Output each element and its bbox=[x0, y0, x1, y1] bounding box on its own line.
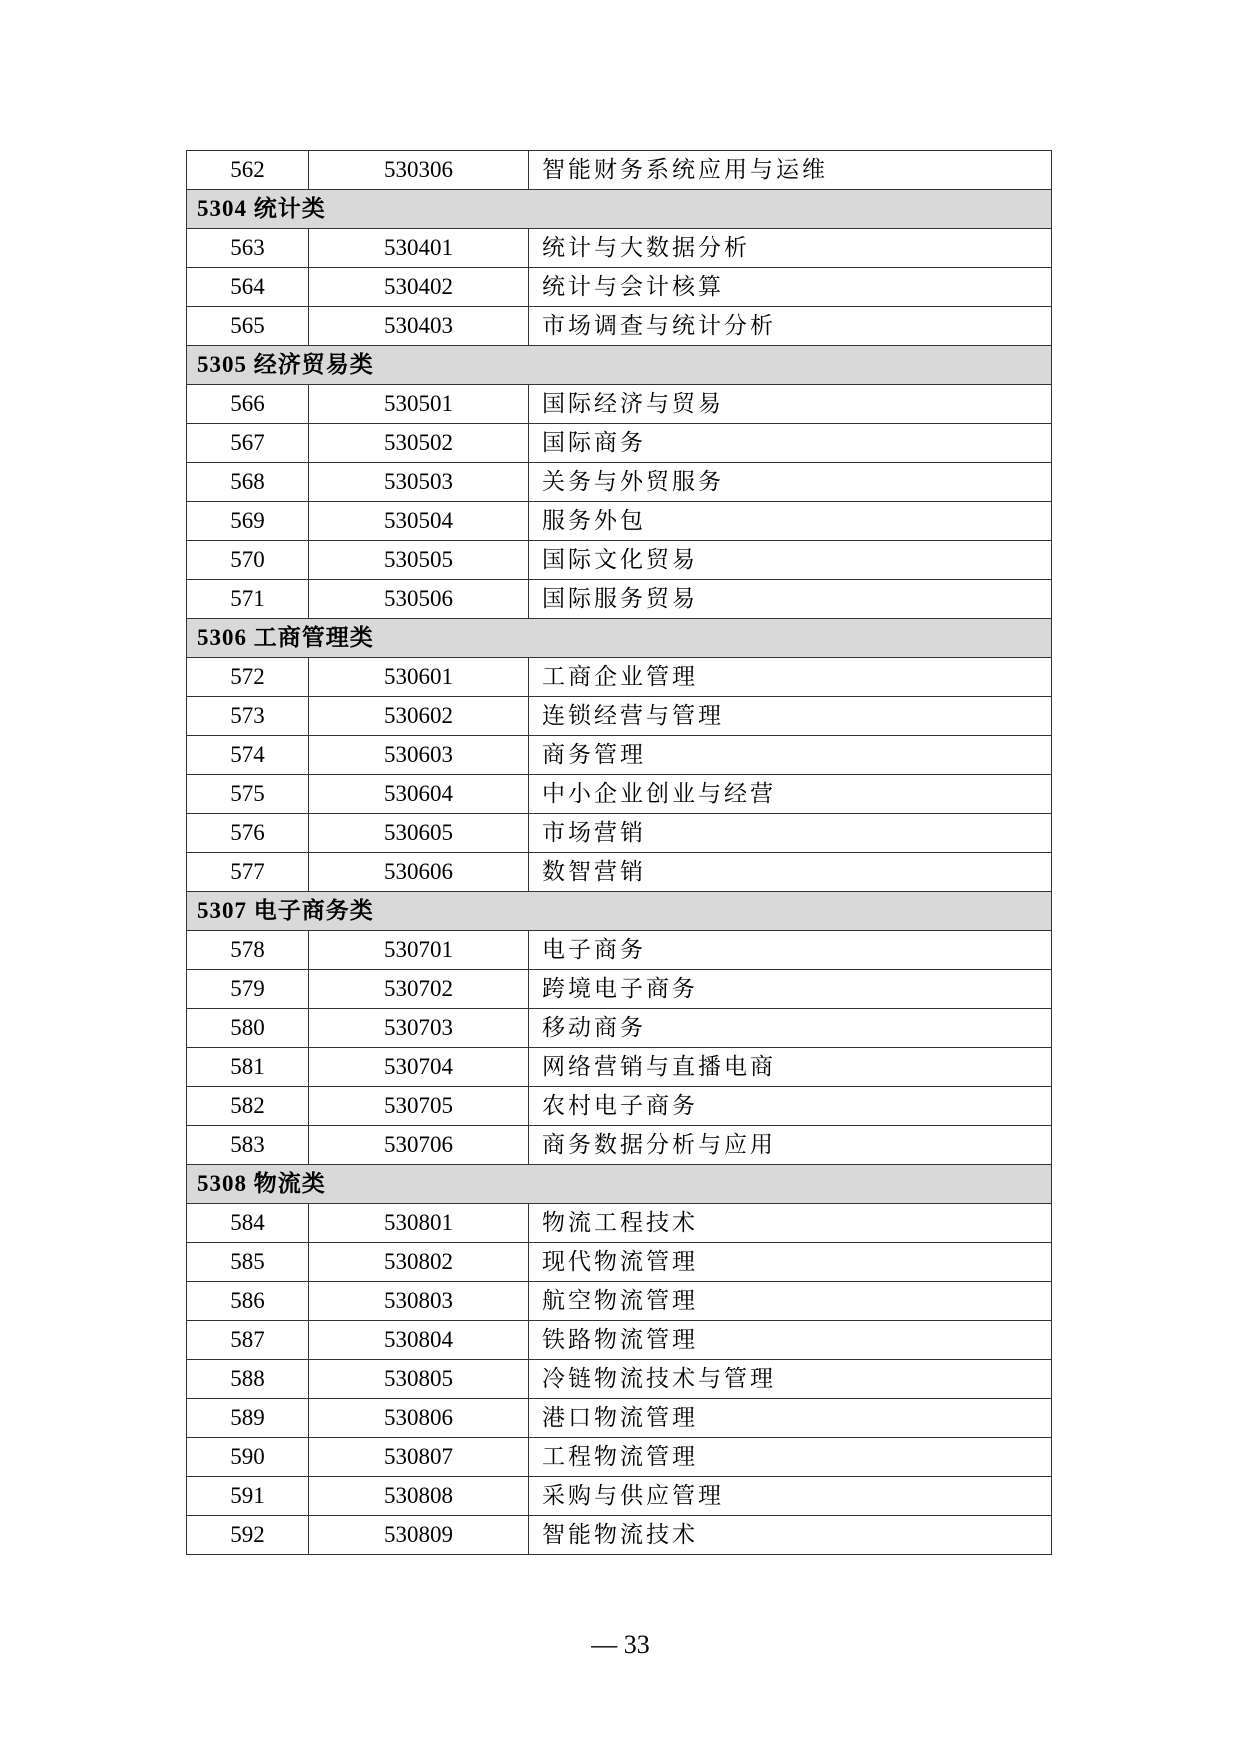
table-row bbox=[187, 970, 1052, 1009]
seq-cell: 592 bbox=[187, 1516, 309, 1555]
table-row bbox=[187, 1477, 1052, 1516]
major-catalog-body bbox=[187, 151, 1052, 1555]
seq-cell: 585 bbox=[187, 1243, 309, 1282]
name-cell: 工程物流管理 bbox=[529, 1438, 1052, 1477]
name-cell: 国际服务贸易 bbox=[529, 580, 1052, 619]
seq-cell: 582 bbox=[187, 1087, 309, 1126]
table-row bbox=[187, 463, 1052, 502]
table-row bbox=[187, 1048, 1052, 1087]
category-label: 5304 统计类 bbox=[187, 190, 1052, 229]
table-row bbox=[187, 1282, 1052, 1321]
name-cell: 商务管理 bbox=[529, 736, 1052, 775]
table-row bbox=[187, 424, 1052, 463]
code-cell: 530704 bbox=[309, 1048, 529, 1087]
table-row bbox=[187, 931, 1052, 970]
table-row bbox=[187, 736, 1052, 775]
table-row bbox=[187, 1243, 1052, 1282]
seq-cell: 572 bbox=[187, 658, 309, 697]
name-cell: 电子商务 bbox=[529, 931, 1052, 970]
seq-cell: 575 bbox=[187, 775, 309, 814]
name-cell: 采购与供应管理 bbox=[529, 1477, 1052, 1516]
code-cell: 530706 bbox=[309, 1126, 529, 1165]
code-cell: 530604 bbox=[309, 775, 529, 814]
code-cell: 530602 bbox=[309, 697, 529, 736]
name-cell: 航空物流管理 bbox=[529, 1282, 1052, 1321]
name-cell: 关务与外贸服务 bbox=[529, 463, 1052, 502]
code-cell: 530804 bbox=[309, 1321, 529, 1360]
table-row bbox=[187, 1204, 1052, 1243]
name-cell: 统计与大数据分析 bbox=[529, 229, 1052, 268]
category-row bbox=[187, 1165, 1052, 1204]
table-row bbox=[187, 1438, 1052, 1477]
table-row bbox=[187, 1399, 1052, 1438]
table-row bbox=[187, 1516, 1052, 1555]
code-cell: 530802 bbox=[309, 1243, 529, 1282]
seq-cell: 568 bbox=[187, 463, 309, 502]
code-cell: 530703 bbox=[309, 1009, 529, 1048]
code-cell: 530701 bbox=[309, 931, 529, 970]
seq-cell: 566 bbox=[187, 385, 309, 424]
seq-cell: 567 bbox=[187, 424, 309, 463]
table-row bbox=[187, 1360, 1052, 1399]
category-row bbox=[187, 619, 1052, 658]
name-cell: 铁路物流管理 bbox=[529, 1321, 1052, 1360]
page-number: — 33 bbox=[591, 1630, 650, 1659]
category-row bbox=[187, 190, 1052, 229]
seq-cell: 571 bbox=[187, 580, 309, 619]
table-row bbox=[187, 853, 1052, 892]
name-cell: 工商企业管理 bbox=[529, 658, 1052, 697]
name-cell: 中小企业创业与经营 bbox=[529, 775, 1052, 814]
code-cell: 530501 bbox=[309, 385, 529, 424]
major-catalog-table bbox=[186, 150, 1052, 1555]
code-cell: 530401 bbox=[309, 229, 529, 268]
category-row bbox=[187, 892, 1052, 931]
category-label: 5305 经济贸易类 bbox=[187, 346, 1052, 385]
table-row bbox=[187, 1009, 1052, 1048]
seq-cell: 586 bbox=[187, 1282, 309, 1321]
name-cell: 国际商务 bbox=[529, 424, 1052, 463]
name-cell: 国际文化贸易 bbox=[529, 541, 1052, 580]
seq-cell: 591 bbox=[187, 1477, 309, 1516]
seq-cell: 580 bbox=[187, 1009, 309, 1048]
category-row bbox=[187, 346, 1052, 385]
seq-cell: 563 bbox=[187, 229, 309, 268]
table-row bbox=[187, 1321, 1052, 1360]
code-cell: 530306 bbox=[309, 151, 529, 190]
table-row bbox=[187, 658, 1052, 697]
name-cell: 服务外包 bbox=[529, 502, 1052, 541]
code-cell: 530801 bbox=[309, 1204, 529, 1243]
code-cell: 530805 bbox=[309, 1360, 529, 1399]
table-row bbox=[187, 1126, 1052, 1165]
name-cell: 商务数据分析与应用 bbox=[529, 1126, 1052, 1165]
code-cell: 530502 bbox=[309, 424, 529, 463]
seq-cell: 565 bbox=[187, 307, 309, 346]
table-row bbox=[187, 1087, 1052, 1126]
code-cell: 530601 bbox=[309, 658, 529, 697]
name-cell: 市场营销 bbox=[529, 814, 1052, 853]
code-cell: 530505 bbox=[309, 541, 529, 580]
code-cell: 530705 bbox=[309, 1087, 529, 1126]
seq-cell: 578 bbox=[187, 931, 309, 970]
name-cell: 市场调查与统计分析 bbox=[529, 307, 1052, 346]
name-cell: 智能财务系统应用与运维 bbox=[529, 151, 1052, 190]
seq-cell: 589 bbox=[187, 1399, 309, 1438]
name-cell: 网络营销与直播电商 bbox=[529, 1048, 1052, 1087]
name-cell: 统计与会计核算 bbox=[529, 268, 1052, 307]
table-row bbox=[187, 385, 1052, 424]
name-cell: 数智营销 bbox=[529, 853, 1052, 892]
table-row bbox=[187, 541, 1052, 580]
seq-cell: 587 bbox=[187, 1321, 309, 1360]
table-row bbox=[187, 151, 1052, 190]
seq-cell: 569 bbox=[187, 502, 309, 541]
table-row bbox=[187, 775, 1052, 814]
code-cell: 530702 bbox=[309, 970, 529, 1009]
seq-cell: 576 bbox=[187, 814, 309, 853]
name-cell: 农村电子商务 bbox=[529, 1087, 1052, 1126]
category-label: 5306 工商管理类 bbox=[187, 619, 1052, 658]
code-cell: 530606 bbox=[309, 853, 529, 892]
seq-cell: 583 bbox=[187, 1126, 309, 1165]
seq-cell: 584 bbox=[187, 1204, 309, 1243]
table-row bbox=[187, 502, 1052, 541]
seq-cell: 562 bbox=[187, 151, 309, 190]
code-cell: 530803 bbox=[309, 1282, 529, 1321]
table-row bbox=[187, 307, 1052, 346]
name-cell: 现代物流管理 bbox=[529, 1243, 1052, 1282]
name-cell: 冷链物流技术与管理 bbox=[529, 1360, 1052, 1399]
seq-cell: 570 bbox=[187, 541, 309, 580]
table-row bbox=[187, 697, 1052, 736]
table-row bbox=[187, 580, 1052, 619]
code-cell: 530809 bbox=[309, 1516, 529, 1555]
seq-cell: 588 bbox=[187, 1360, 309, 1399]
table-row bbox=[187, 229, 1052, 268]
code-cell: 530603 bbox=[309, 736, 529, 775]
code-cell: 530807 bbox=[309, 1438, 529, 1477]
code-cell: 530503 bbox=[309, 463, 529, 502]
name-cell: 跨境电子商务 bbox=[529, 970, 1052, 1009]
category-label: 5308 物流类 bbox=[187, 1165, 1052, 1204]
seq-cell: 577 bbox=[187, 853, 309, 892]
category-label: 5307 电子商务类 bbox=[187, 892, 1052, 931]
seq-cell: 579 bbox=[187, 970, 309, 1009]
table-row bbox=[187, 268, 1052, 307]
seq-cell: 590 bbox=[187, 1438, 309, 1477]
code-cell: 530504 bbox=[309, 502, 529, 541]
code-cell: 530403 bbox=[309, 307, 529, 346]
seq-cell: 573 bbox=[187, 697, 309, 736]
code-cell: 530605 bbox=[309, 814, 529, 853]
seq-cell: 581 bbox=[187, 1048, 309, 1087]
code-cell: 530402 bbox=[309, 268, 529, 307]
code-cell: 530808 bbox=[309, 1477, 529, 1516]
code-cell: 530806 bbox=[309, 1399, 529, 1438]
table-row bbox=[187, 814, 1052, 853]
seq-cell: 574 bbox=[187, 736, 309, 775]
seq-cell: 564 bbox=[187, 268, 309, 307]
name-cell: 移动商务 bbox=[529, 1009, 1052, 1048]
name-cell: 国际经济与贸易 bbox=[529, 385, 1052, 424]
name-cell: 物流工程技术 bbox=[529, 1204, 1052, 1243]
code-cell: 530506 bbox=[309, 580, 529, 619]
name-cell: 连锁经营与管理 bbox=[529, 697, 1052, 736]
name-cell: 智能物流技术 bbox=[529, 1516, 1052, 1555]
name-cell: 港口物流管理 bbox=[529, 1399, 1052, 1438]
